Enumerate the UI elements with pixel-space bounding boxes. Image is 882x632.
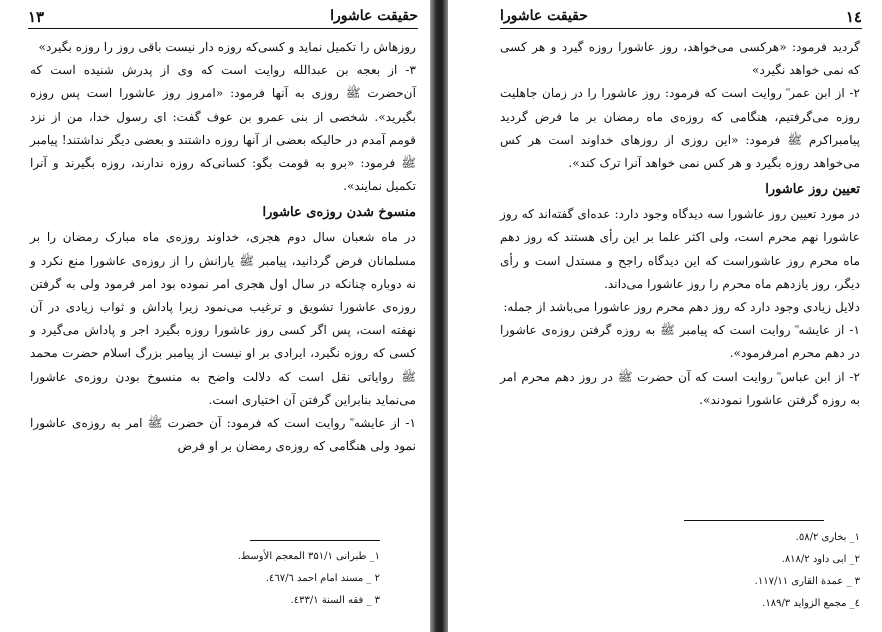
right-page-header bbox=[500, 6, 862, 29]
left-page-body bbox=[30, 36, 416, 458]
paragraph: روزهاش را تکمیل نماید و کسی‌که روزه دار نیست باقی روز را روزه بگیرد» bbox=[38, 40, 416, 54]
paragraph: دلایل زیادی وجود دارد که روز دهم محرم روز عاشورا می‌باشد از جمله: bbox=[503, 300, 860, 315]
footnote: ۲ _ مسند امام احمد ٤٦٧/٦. bbox=[265, 573, 380, 584]
footnote: ۲_ ابی داود ٨١٨/٢. bbox=[781, 554, 860, 565]
right-footnotes bbox=[560, 527, 860, 615]
left-running-title: حقیقت عاشورا bbox=[330, 8, 418, 24]
left-page bbox=[0, 0, 430, 632]
paragraph: ۲- از ابن عمر ؓ روایت است که فرمود: روز عاشورا را در زمان جاهلیت روزه می‌گرفتیم، هنگامی که روزه‌ی ماه رمضان بر ما فرض گردید پیامبراکرم ﷺ فرمود: «این روزی از روزهای خداوند است هر کس می‌خواهد روزه بگیرد و هر کس نمی خواهد آنرا ترک کند». bbox=[500, 86, 860, 171]
right-page-number: ۱٤ bbox=[845, 8, 862, 26]
section-heading: منسوخ شدن روزه‌ی عاشورا bbox=[262, 205, 416, 221]
footnote: ۳ _ فقه السنة ٤٣٣/١. bbox=[290, 595, 380, 606]
paragraph: در مورد تعیین روز عاشورا سه دیدگاه وجود دارد: عده‌ای گفته‌اند که روز عاشورا نهم محرم است، ولی اکثر علما بر این رأی هستند که روز دهم ماه محرم روز عاشوراست که این دیدگاه راجح و مستدل است و رأی دیگر، روز یازدهم ماه محرم را روز عاشورا می‌داند. bbox=[500, 207, 860, 291]
footnote: ٤_ مجمع الزواید ١٨٩/٣. bbox=[762, 598, 860, 609]
right-page bbox=[448, 0, 882, 632]
paragraph: ۱- از عایشه ؓ روایت است که پیامبر ﷺ به روزه گرفتن روزه‌ی عاشورا در دهم محرم امرفرمود». bbox=[500, 323, 860, 361]
paragraph: گردید فرمود: «هرکسی می‌خواهد، روز عاشورا روزه گیرد و هر کسی که نمی خواهد نگیرد» bbox=[500, 40, 860, 78]
paragraph: ۳- از بعجه بن عبدالله روایت است که وی از پدرش شنیده است که آن‌حضرت ﷺ روزی به آنها فرمود: «امروز روز عاشورا است پس روزه بگیرید». شخصی از بنی عمرو بن عوف گفت: ای رسول خدا، من از نزد قومم آمدم در حالیکه بعضی از آنها روزه داشتند و بعضی دیگر نداشتند! پیامبر ﷺ فرمود: «برو به قومت بگو: کسانی‌که روزه ندارند، روزه بگیرند و آنرا تکمیل نمایند». bbox=[30, 63, 416, 194]
paragraph: ۱- از عایشه ؓ روایت است که فرمود: آن حضرت ﷺ امر به روزه‌ی عاشورا نمود ولی هنگامی که روزه‌ی رمضان بر او فرض bbox=[30, 416, 416, 454]
footnote: ۳ _ عمدة القاری ١١٧/١١. bbox=[754, 576, 860, 587]
left-page-header bbox=[28, 6, 418, 29]
book-spine bbox=[430, 0, 448, 632]
section-heading: تعیین روز عاشورا bbox=[765, 182, 860, 198]
footnote-divider bbox=[250, 540, 380, 541]
footnote-divider bbox=[684, 520, 824, 521]
right-running-title: حقیقت عاشورا bbox=[500, 8, 588, 24]
footnote: ۱_ طبرانی ۳۵۱/۱ المعجم الأوسط. bbox=[237, 551, 380, 562]
right-page-body bbox=[500, 36, 860, 412]
left-footnotes bbox=[80, 546, 380, 612]
left-page-number: ۱۳ bbox=[28, 8, 45, 26]
paragraph: در ماه شعبان سال دوم هجری، خداوند روزه‌ی ماه مبارک رمضان را بر مسلمانان فرض گردانید، پیامبر ﷺ یارانش را از روزه‌ی عاشورا منع نکرد و نه دوباره چنانکه در سال اول هجری امر نموده بود امر فرمود ولی به گرفتن روزه‌ی عاشورا تشویق و ترغیب می‌نمود زیرا پاداش و ثواب زیادی در آن نهفته است، پس اگر کسی روز عاشورا روزه بگیرد اجر و پاداش می‌گیرد و کسی که روزه نگیرد، ایرادی بر او نیست از پیامبر بزرگ اسلام حضرت محمد ﷺ روایاتی نقل است که دلالت واضح به منسوخ بودن روزه‌ی عاشورا می‌نماید بنابراین گرفتن آن اختیاری است. bbox=[30, 230, 416, 407]
footnote: ۱_ بخاری ٥٨/٢. bbox=[795, 532, 860, 543]
paragraph: ۲- از ابن عباس ؓ روایت است که آن حضرت ﷺ در روز دهم محرم امر به روزه گرفتن عاشورا نمودند». bbox=[500, 369, 860, 407]
